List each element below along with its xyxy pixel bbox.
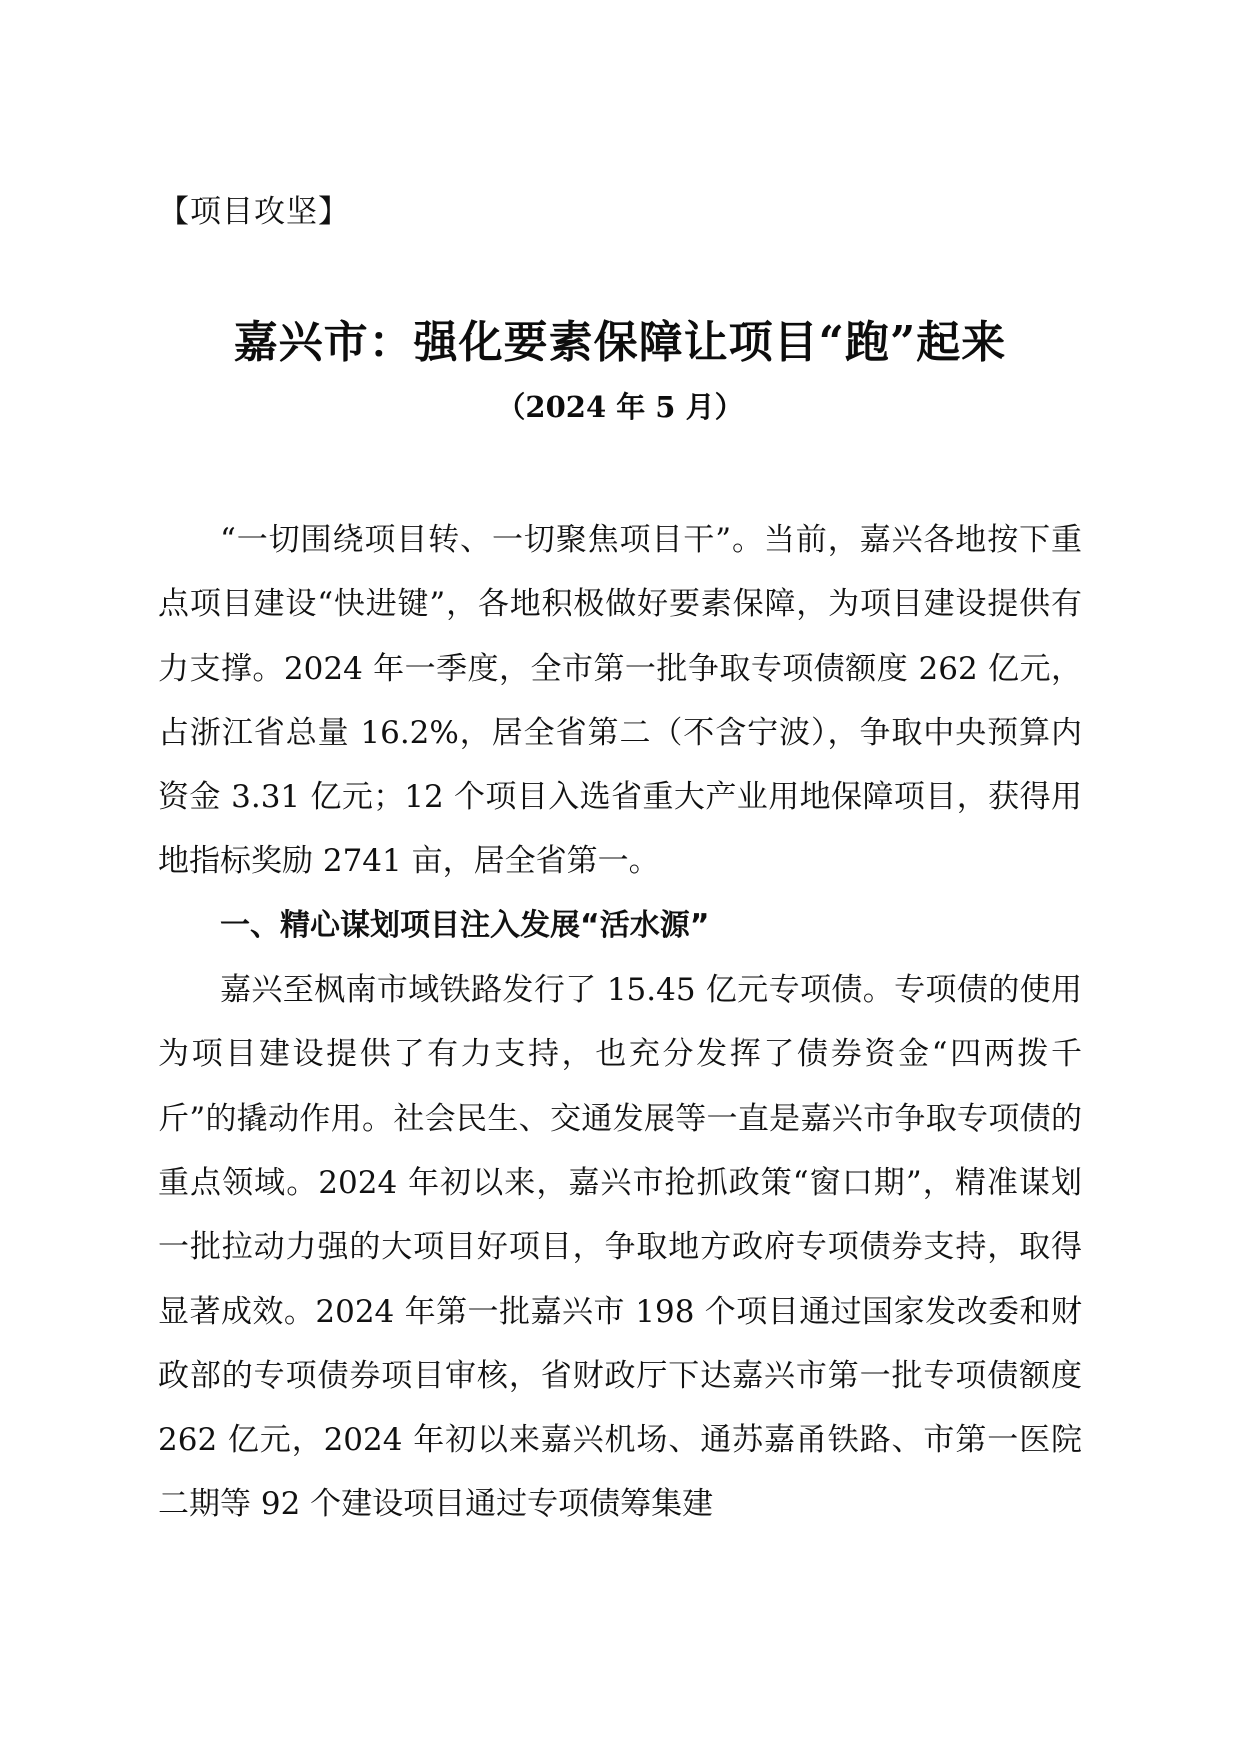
section-paragraph: 嘉兴至枫南市域铁路发行了 15.45 亿元专项债。专项债的使用为项目建设提供了有力支持，也充分发挥了债券资金“四两拨千斤”的撬动作用。社会民生、交通发展等一直是嘉兴市争取专项债的重点领域。2024 年初以来，嘉兴市抢抓政策“窗口期”，精准谋划一批拉动力强的大项目好项目，争取地方政府专项债券支持，取得显著成效。2024 年第一批嘉兴市 198 个项目通过国家发改委和财政部的专项债券项目审核，省财政厅下达嘉兴市第一批专项债额度 262 亿元，2024 年初以来嘉兴机场、通苏嘉甬铁路、市第一医院二期等 92 个建设项目通过专项债筹集建	[158, 972, 1082, 1523]
article-title: 嘉兴市：强化要素保障让项目“跑”起来	[233, 317, 1007, 368]
intro-paragraph: “一切围绕项目转、一切聚焦项目干”。当前，嘉兴各地按下重点项目建设“快进键”，各地积极做好要素保障，为项目建设提供有力支撑。2024 年一季度，全市第一批争取专项债额度 262 亿元，占浙江省总量 16.2%，居全省第二（不含宁波），争取中央预算内资金 3.31 亿元；12 个项目入选省重大产业用地保障项目，获得用地指标奖励 2741 亩，居全省第一。	[158, 522, 1082, 880]
article-date: （2024 年 5 月）	[496, 390, 744, 424]
section-tag: 【项目攻坚】	[158, 194, 350, 230]
article-body	[158, 508, 1082, 1537]
section-heading: 一、精心谋划项目注入发展“活水源”	[220, 907, 710, 943]
